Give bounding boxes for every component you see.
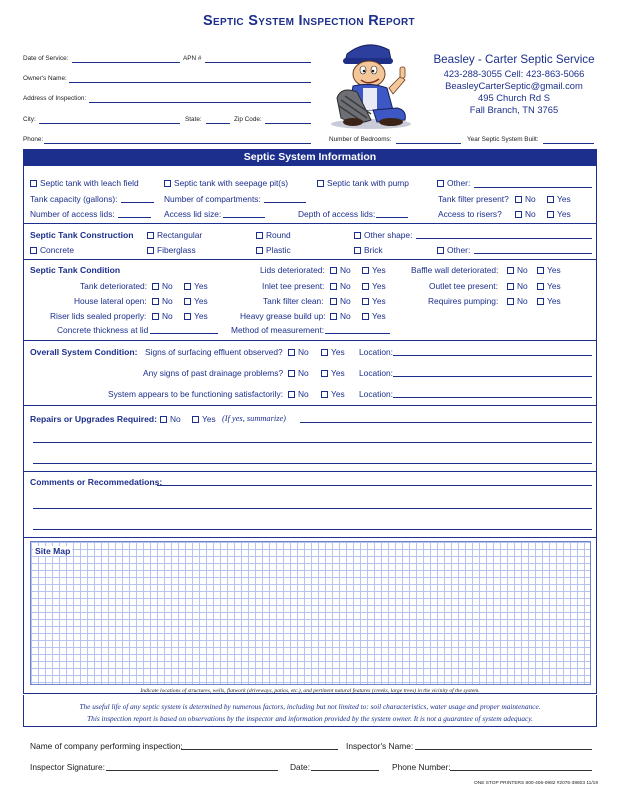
construction-round[interactable] (256, 230, 291, 240)
method-field[interactable] (325, 333, 390, 334)
checkbox[interactable] (147, 232, 154, 239)
city-label: City: (23, 116, 36, 123)
overall-q2-location-field[interactable] (393, 376, 592, 377)
no-label: No (525, 194, 536, 204)
checkbox[interactable] (515, 211, 522, 218)
checkbox[interactable] (184, 283, 191, 290)
construction-fiberglass[interactable] (147, 245, 196, 255)
option-label: Other: (447, 178, 471, 188)
overall-q2-no[interactable] (288, 368, 309, 378)
yes-label: Yes (557, 194, 571, 204)
phone-label: Phone: (23, 136, 44, 143)
date-label: Date of Service: (23, 55, 69, 62)
lid-size-field[interactable] (223, 217, 265, 218)
overall-q2-location-label: Location: (359, 368, 393, 378)
apn-field[interactable] (205, 62, 311, 63)
checkbox[interactable] (330, 267, 337, 274)
checkbox[interactable] (184, 298, 191, 305)
option-label: Brick (364, 245, 383, 255)
company-name: Beasley - Carter Septic Service (433, 53, 595, 66)
grease-label: Heavy grease build up: (240, 311, 326, 321)
checkbox[interactable] (537, 267, 544, 274)
filter-clean-yes[interactable] (362, 296, 386, 306)
no-label: No (340, 311, 351, 321)
repairs-line-3[interactable] (33, 463, 592, 464)
option-label: Other: (447, 245, 471, 255)
site-map-heading: Site Map (35, 546, 71, 556)
checkbox[interactable] (537, 283, 544, 290)
checkbox[interactable] (354, 247, 361, 254)
lids-deteriorated-label: Lids deteriorated: (260, 265, 325, 275)
no-label: No (340, 296, 351, 306)
access-lids-label: Number of access lids: (30, 209, 115, 219)
checkbox[interactable] (362, 313, 369, 320)
access-risers-yes[interactable] (547, 209, 571, 219)
yes-label: Yes (331, 368, 345, 378)
bedrooms-label: Number of Bedrooms: (329, 136, 392, 143)
yes-label: Yes (372, 281, 386, 291)
checkbox[interactable] (288, 370, 295, 377)
house-lateral-label: House lateral open: (74, 296, 147, 306)
inspector-name-field[interactable] (415, 749, 592, 750)
inlet-tee-yes[interactable] (362, 281, 386, 291)
checkbox[interactable] (507, 267, 514, 274)
filter-present-no[interactable] (515, 194, 536, 204)
option-label: Septic tank with pump (327, 178, 409, 188)
overall-q3-location-label: Location: (359, 389, 393, 399)
divider (23, 537, 597, 538)
comments-heading: Comments or Recommedations: (30, 477, 163, 487)
option-label: Fiberglass (157, 245, 196, 255)
lids-deteriorated-yes[interactable] (362, 265, 386, 275)
yes-label: Yes (372, 296, 386, 306)
zip-label: Zip Code: (234, 116, 262, 123)
yes-label: Yes (372, 265, 386, 275)
checkbox[interactable] (362, 283, 369, 290)
option-pump[interactable] (317, 178, 409, 188)
company-phones: 423-288-3055 Cell: 423-863-5066 (443, 68, 585, 79)
construction-brick[interactable] (354, 245, 383, 255)
yes-label: Yes (331, 347, 345, 357)
overall-q2-label: Any signs of past drainage problems? (143, 368, 284, 378)
checkbox[interactable] (152, 283, 159, 290)
checkbox[interactable] (164, 180, 171, 187)
company-street: 495 Church Rd S (478, 92, 550, 103)
option-label: Concrete (40, 245, 74, 255)
info-heading: Septic System Information (243, 151, 377, 163)
company-performing-label: Name of company performing inspection: (30, 741, 183, 751)
baffle-deteriorated-no[interactable] (507, 265, 528, 275)
yes-label: Yes (331, 389, 345, 399)
repairs-heading: Repairs or Upgrades Required: (30, 414, 158, 424)
no-label: No (170, 414, 181, 424)
checkbox[interactable] (30, 247, 37, 254)
construction-heading: Septic Tank Construction (30, 230, 134, 240)
checkbox[interactable] (256, 247, 263, 254)
house-lateral-no[interactable] (152, 296, 173, 306)
checkbox[interactable] (321, 349, 328, 356)
phone-number-field[interactable] (450, 770, 592, 771)
construction-other-shape[interactable] (354, 230, 412, 240)
condition-heading: Septic Tank Condition (30, 265, 121, 275)
no-label: No (298, 368, 309, 378)
signature-label: Inspector Signature: (30, 762, 105, 772)
outlet-tee-label: Outlet tee present: (429, 281, 498, 291)
overall-q1-yes[interactable] (321, 347, 345, 357)
date-field[interactable] (72, 62, 180, 63)
option-label: Septic tank with leach field (40, 178, 139, 188)
concrete-thickness-field[interactable] (150, 333, 218, 334)
option-seepage-pit[interactable] (164, 178, 288, 188)
company-city: Fall Branch, TN 3765 (469, 104, 559, 115)
owner-field[interactable] (69, 82, 311, 83)
checkbox[interactable] (437, 247, 444, 254)
compartments-label: Number of compartments: (164, 194, 261, 204)
printer-credit: ONE STOP PRINTERS 800-406-0982 #2076-38603 11/19 (474, 781, 598, 786)
signature-field[interactable] (106, 770, 278, 771)
state-label: State: (185, 116, 202, 123)
yes-label: Yes (194, 311, 208, 321)
outlet-tee-no[interactable] (507, 281, 528, 291)
checkbox[interactable] (515, 196, 522, 203)
site-map-caption: Indicate locations of structures, wells, flatwork (driveways, patios, etc.), and pertinent natural features (creeks, large trees) in the vicinity of the system. (140, 688, 480, 694)
checkbox[interactable] (317, 180, 324, 187)
tank-capacity-field[interactable] (121, 202, 154, 203)
filter-clean-no[interactable] (330, 296, 351, 306)
checkbox[interactable] (354, 232, 361, 239)
riser-lids-yes[interactable] (184, 311, 208, 321)
overall-q1-location-label: Location: (359, 347, 393, 357)
access-risers-label: Access to risers? (438, 209, 502, 219)
disclaimer-line-1: The useful life of any septic system is determined by numerous factors, including but not limited to: soil characteristics, water usage and proper maintenance. (79, 702, 541, 711)
lid-depth-field[interactable] (376, 217, 408, 218)
year-built-field[interactable] (543, 143, 594, 144)
option-leach-field[interactable] (30, 178, 139, 188)
option-label: Rectangular (157, 230, 203, 240)
access-lids-field[interactable] (118, 217, 151, 218)
bedrooms-field[interactable] (396, 143, 461, 144)
overall-q3-no[interactable] (288, 389, 309, 399)
construction-other-field[interactable] (474, 253, 592, 254)
phone-field[interactable] (44, 143, 311, 144)
construction-other[interactable] (437, 245, 470, 255)
overall-q1-label: Signs of surfacing effluent observed? (145, 347, 283, 357)
checkbox[interactable] (330, 298, 337, 305)
overall-q1-location-field[interactable] (393, 355, 592, 356)
repairs-no[interactable] (160, 414, 181, 424)
divider (23, 340, 597, 341)
repairs-yes[interactable] (192, 414, 216, 424)
site-map-grid[interactable] (30, 541, 591, 685)
comments-line-3[interactable] (33, 529, 592, 530)
checkbox[interactable] (547, 211, 554, 218)
no-label: No (517, 296, 528, 306)
apn-label: APN # (183, 55, 202, 62)
yes-label: Yes (194, 281, 208, 291)
option-other[interactable] (437, 178, 470, 188)
checkbox[interactable] (30, 180, 37, 187)
outlet-tee-yes[interactable] (537, 281, 561, 291)
grease-no[interactable] (330, 311, 351, 321)
option-label: Plastic (266, 245, 291, 255)
page-title: Septic System Inspection Report (203, 13, 415, 29)
yes-label: Yes (547, 296, 561, 306)
yes-label: Yes (547, 281, 561, 291)
address-label: Address of Inspection: (23, 95, 87, 102)
inlet-tee-label: Inlet tee present: (262, 281, 325, 291)
company-performing-field[interactable] (181, 749, 338, 750)
checkbox[interactable] (330, 283, 337, 290)
no-label: No (340, 281, 351, 291)
checkbox[interactable] (288, 349, 295, 356)
checkbox[interactable] (362, 298, 369, 305)
comments-line-1[interactable] (157, 485, 592, 486)
checkbox[interactable] (152, 313, 159, 320)
no-label: No (162, 311, 173, 321)
phone-number-label: Phone Number: (392, 762, 451, 772)
yes-label: Yes (194, 296, 208, 306)
checkbox[interactable] (437, 180, 444, 187)
repairs-line-1[interactable] (300, 422, 592, 423)
checkbox[interactable] (321, 391, 328, 398)
checkbox[interactable] (321, 370, 328, 377)
mascot-illustration (327, 36, 415, 132)
divider (23, 405, 597, 406)
owner-label: Owner's Name: (23, 75, 67, 82)
tank-deteriorated-no[interactable] (152, 281, 173, 291)
option-label: Round (266, 230, 291, 240)
no-label: No (340, 265, 351, 275)
construction-rectangular[interactable] (147, 230, 202, 240)
no-label: No (298, 347, 309, 357)
yes-label: Yes (202, 414, 216, 424)
divider (23, 223, 597, 224)
tank-capacity-label: Tank capacity (gallons): (30, 194, 118, 204)
concrete-thickness-label: Concrete thickness at lid (57, 325, 149, 335)
other-shape-field[interactable] (416, 238, 592, 239)
overall-heading: Overall System Condition: (30, 347, 138, 357)
other-type-field[interactable] (474, 187, 592, 188)
no-label: No (162, 281, 173, 291)
checkbox[interactable] (288, 391, 295, 398)
inspector-name-label: Inspector's Name: (346, 741, 414, 751)
city-field[interactable] (39, 123, 180, 124)
footer-date-label: Date: (290, 762, 311, 772)
house-lateral-yes[interactable] (184, 296, 208, 306)
riser-lids-label: Riser lids sealed properly: (50, 311, 147, 321)
option-label: Septic tank with seepage pit(s) (174, 178, 289, 188)
no-label: No (525, 209, 536, 219)
compartments-field[interactable] (264, 202, 306, 203)
filter-present-label: Tank filter present? (438, 194, 509, 204)
requires-pumping-yes[interactable] (537, 296, 561, 306)
tank-deteriorated-yes[interactable] (184, 281, 208, 291)
requires-pumping-no[interactable] (507, 296, 528, 306)
no-label: No (517, 281, 528, 291)
overall-q1-no[interactable] (288, 347, 309, 357)
inlet-tee-no[interactable] (330, 281, 351, 291)
lid-depth-label: Depth of access lids: (298, 209, 376, 219)
checkbox[interactable] (507, 283, 514, 290)
filter-present-yes[interactable] (547, 194, 571, 204)
yes-label: Yes (557, 209, 571, 219)
zip-field[interactable] (265, 123, 311, 124)
divider (23, 259, 597, 260)
footer-date-field[interactable] (311, 770, 379, 771)
checkbox[interactable] (152, 298, 159, 305)
company-email: BeasleyCarterSeptic@gmail.com (445, 80, 583, 91)
lids-deteriorated-no[interactable] (330, 265, 351, 275)
riser-lids-no[interactable] (152, 311, 173, 321)
yes-label: Yes (547, 265, 561, 275)
lid-size-label: Access lid size: (164, 209, 222, 219)
checkbox[interactable] (330, 313, 337, 320)
year-built-label: Year Septic System Built: (467, 136, 539, 143)
baffle-deteriorated-yes[interactable] (537, 265, 561, 275)
option-label: Other shape: (364, 230, 413, 240)
state-field[interactable] (206, 123, 230, 124)
construction-plastic[interactable] (256, 245, 291, 255)
no-label: No (298, 389, 309, 399)
checkbox[interactable] (192, 416, 199, 423)
access-risers-no[interactable] (515, 209, 536, 219)
address-field[interactable] (89, 102, 311, 103)
checkbox[interactable] (160, 416, 167, 423)
no-label: No (162, 296, 173, 306)
disclaimer-box (23, 695, 597, 727)
baffle-deteriorated-label: Baffle wall deteriorated: (411, 265, 499, 275)
overall-q2-yes[interactable] (321, 368, 345, 378)
checkbox[interactable] (507, 298, 514, 305)
construction-concrete[interactable] (30, 245, 74, 255)
no-label: No (517, 265, 528, 275)
repairs-note: (If yes, summarize) (222, 414, 286, 423)
requires-pumping-label: Requires pumping: (428, 296, 499, 306)
overall-q3-yes[interactable] (321, 389, 345, 399)
grease-yes[interactable] (362, 311, 386, 321)
disclaimer-line-2: This inspection report is based on observations by the inspector and information provided by the system owner. It is not a guarantee of system adequacy. (87, 714, 533, 723)
checkbox[interactable] (147, 247, 154, 254)
info-header-bar (23, 149, 597, 166)
checkbox[interactable] (256, 232, 263, 239)
repairs-line-2[interactable] (33, 442, 592, 443)
checkbox[interactable] (184, 313, 191, 320)
comments-line-2[interactable] (33, 508, 592, 509)
checkbox[interactable] (547, 196, 554, 203)
filter-clean-label: Tank filter clean: (263, 296, 324, 306)
overall-q3-location-field[interactable] (393, 397, 592, 398)
divider (23, 471, 597, 472)
yes-label: Yes (372, 311, 386, 321)
method-label: Method of measurement: (231, 325, 325, 335)
checkbox[interactable] (537, 298, 544, 305)
tank-deteriorated-label: Tank deteriorated: (80, 281, 148, 291)
checkbox[interactable] (362, 267, 369, 274)
overall-q3-label: System appears to be functioning satisfactorily: (108, 389, 284, 399)
